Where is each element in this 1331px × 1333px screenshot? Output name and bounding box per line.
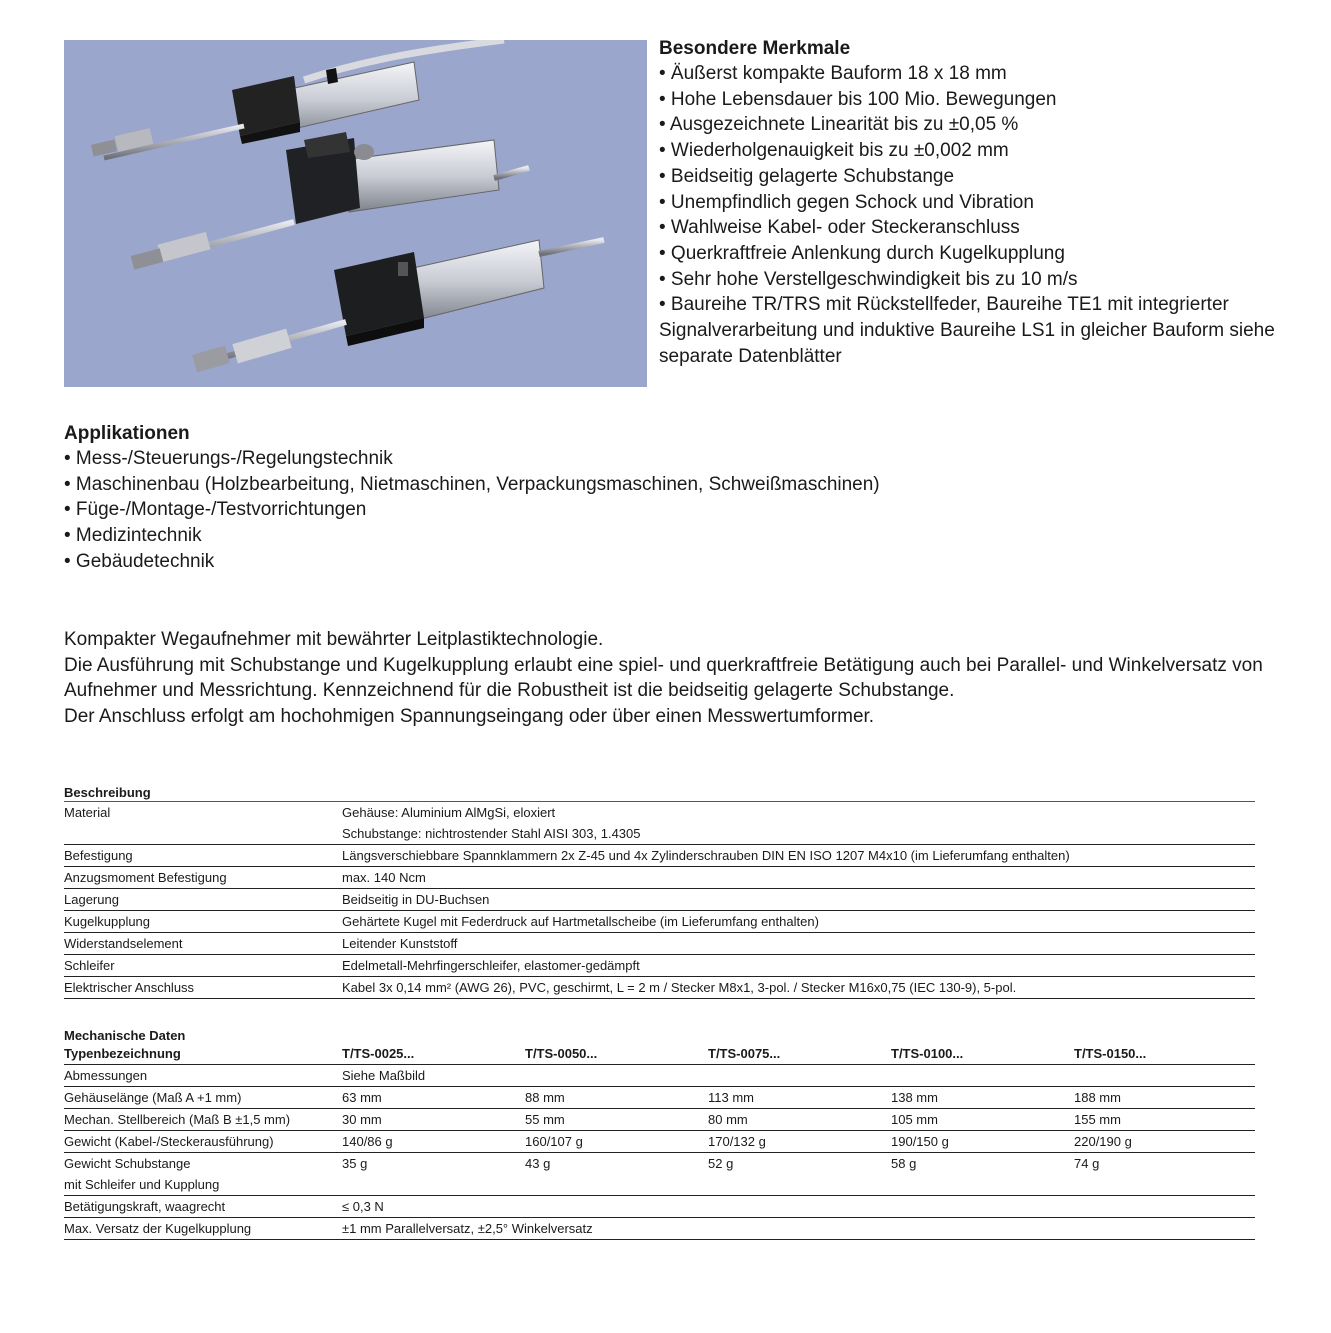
row-value: max. 140 Ncm [342, 867, 1255, 889]
row-label-line: mit Schleifer und Kupplung [64, 1177, 220, 1192]
list-item: • Querkraftfreie Anlenkung durch Kugelkupplung [659, 242, 1065, 264]
table-row [64, 889, 1255, 911]
cell: 30 mm [342, 1109, 525, 1131]
mechanical-title: Mechanische Daten [64, 1028, 186, 1043]
cell: 105 mm [891, 1109, 1074, 1131]
table-row [64, 1153, 1255, 1196]
row-label: Schleifer [64, 955, 342, 977]
table-row [64, 955, 1255, 977]
cell: 52 g [708, 1153, 891, 1196]
list-item: • Gebäudetechnik [64, 550, 215, 572]
sensor-bottom [192, 240, 604, 372]
cell: 140/86 g [342, 1131, 525, 1153]
table-row [64, 933, 1255, 955]
row-label: Gewicht (Kabel-/Steckerausführung) [64, 1131, 342, 1153]
row-label [64, 1153, 342, 1196]
cell: 55 mm [525, 1109, 708, 1131]
row-label: Widerstandselement [64, 933, 342, 955]
row-value [342, 802, 1255, 845]
table-row [64, 1196, 1255, 1218]
row-value: Siehe Maßbild [342, 1065, 1255, 1087]
table-row [64, 1065, 1255, 1087]
sensor-top [91, 62, 419, 158]
mechanical-table [64, 1027, 1255, 1240]
row-label: Betätigungskraft, waagrecht [64, 1196, 342, 1218]
applications-section [64, 421, 1264, 575]
table-header-row [64, 1044, 1255, 1065]
features-title: Besondere Merkmale [659, 38, 851, 59]
table-row [64, 977, 1255, 999]
cell: 170/132 g [708, 1131, 891, 1153]
table-row [64, 1218, 1255, 1240]
table-row [64, 1087, 1255, 1109]
row-value: ±1 mm Parallelversatz, ±2,5° Winkelversatz [342, 1218, 1255, 1240]
list-item: • Medizintechnik [64, 525, 202, 547]
row-value: Edelmetall-Mehrfingerschleifer, elastomer-gedämpft [342, 955, 1255, 977]
cell: 190/150 g [891, 1131, 1074, 1153]
cell: 88 mm [525, 1087, 708, 1109]
row-label: Abmessungen [64, 1065, 342, 1087]
intro-text [64, 627, 1264, 730]
row-value: Leitender Kunststoff [342, 933, 1255, 955]
list-item: • Unempfindlich gegen Schock und Vibration [659, 191, 1034, 213]
row-label: Lagerung [64, 889, 342, 911]
cell: 35 g [342, 1153, 525, 1196]
row-value: Längsverschiebbare Spannklammern 2x Z-45 und 4x Zylinderschrauben DIN EN ISO 1207 M4x10 (im Lieferumfang enthalten) [342, 845, 1255, 867]
cell: 80 mm [708, 1109, 891, 1131]
row-label: Elektrischer Anschluss [64, 977, 342, 999]
list-item: • Wahlweise Kabel- oder Steckeranschluss [659, 217, 1020, 239]
product-photo [64, 40, 647, 387]
row-label: Max. Versatz der Kugelkupplung [64, 1218, 342, 1240]
table-row [64, 802, 1255, 845]
row-label-line: Gewicht Schubstange [64, 1156, 191, 1171]
list-item: • Äußerst kompakte Bauform 18 x 18 mm [659, 63, 1007, 84]
cell: 155 mm [1074, 1109, 1255, 1131]
list-item: • Maschinenbau (Holzbearbeitung, Nietmaschinen, Verpackungsmaschinen, Schweißmaschinen) [64, 473, 880, 495]
column-header: T/TS-0150... [1074, 1044, 1255, 1065]
row-label: Anzugsmoment Befestigung [64, 867, 342, 889]
list-item: • Hohe Lebensdauer bis 100 Mio. Bewegungen [659, 88, 1057, 110]
row-value: ≤ 0,3 N [342, 1196, 1255, 1218]
applications-title: Applikationen [64, 423, 190, 444]
table-row [64, 911, 1255, 933]
row-label: Kugelkupplung [64, 911, 342, 933]
sensor-middle [131, 132, 529, 270]
cell: 58 g [891, 1153, 1074, 1196]
row-value: Beidseitig in DU-Buchsen [342, 889, 1255, 911]
cell: 63 mm [342, 1087, 525, 1109]
cell: 113 mm [708, 1087, 891, 1109]
intro-line: Die Ausführung mit Schubstange und Kugelkupplung erlaubt eine spiel- und querkraftfreie Betätigung auch bei Parallel- und Winkelversatz von Aufnehmer und Messrichtung. Kennzeichnend für die Robustheit ist die beidseitig gelagerte Schubstange. [64, 654, 1263, 702]
features-list [659, 61, 1299, 369]
row-label: Gehäuselänge (Maß A +1 mm) [64, 1087, 342, 1109]
row-label: Material [64, 802, 342, 845]
cell: 138 mm [891, 1087, 1074, 1109]
row-label: Befestigung [64, 845, 342, 867]
row-value: Gehärtete Kugel mit Federdruck auf Hartmetallscheibe (im Lieferumfang enthalten) [342, 911, 1255, 933]
header-label: Typenbezeichnung [64, 1044, 342, 1065]
intro-line: Der Anschluss erfolgt am hochohmigen Spannungseingang oder über einen Messwertumformer. [64, 706, 875, 728]
column-header: T/TS-0075... [708, 1044, 891, 1065]
list-item: • Wiederholgenauigkeit bis zu ±0,002 mm [659, 140, 1009, 162]
table-row [64, 845, 1255, 867]
table-row [64, 1131, 1255, 1153]
features-section [659, 36, 1299, 369]
table-row [64, 1109, 1255, 1131]
column-header: T/TS-0050... [525, 1044, 708, 1065]
row-value-line: Schubstange: nichtrostender Stahl AISI 303, 1.4305 [342, 826, 641, 841]
description-title: Beschreibung [64, 784, 1255, 802]
table-row [64, 867, 1255, 889]
list-item: • Füge-/Montage-/Testvorrichtungen [64, 499, 367, 521]
cell: 43 g [525, 1153, 708, 1196]
applications-list [64, 446, 1264, 575]
list-item: • Beidseitig gelagerte Schubstange [659, 165, 955, 187]
column-header: T/TS-0100... [891, 1044, 1074, 1065]
description-table [64, 784, 1255, 999]
list-item: • Sehr hohe Verstellgeschwindigkeit bis zu 10 m/s [659, 268, 1078, 290]
cell: 160/107 g [525, 1131, 708, 1153]
cell: 188 mm [1074, 1087, 1255, 1109]
column-header: T/TS-0025... [342, 1044, 525, 1065]
list-item: • Ausgezeichnete Linearität bis zu ±0,05 % [659, 114, 1019, 136]
cell: 220/190 g [1074, 1131, 1255, 1153]
row-value-line: Gehäuse: Aluminium AlMgSi, eloxiert [342, 805, 556, 820]
cell: 74 g [1074, 1153, 1255, 1196]
list-item: • Mess-/Steuerungs-/Regelungstechnik [64, 448, 393, 469]
list-item: • Baureihe TR/TRS mit Rückstellfeder, Baureihe TE1 mit integrierter Signalverarbeitung und induktive Baureihe LS1 in gleicher Bauform siehe separate Datenblätter [659, 294, 1275, 367]
intro-line: Kompakter Wegaufnehmer mit bewährter Leitplastiktechnologie. [64, 629, 604, 650]
row-value: Kabel 3x 0,14 mm² (AWG 26), PVC, geschirmt, L = 2 m / Stecker M8x1, 3-pol. / Stecker M16x0,75 (IEC 130-9), 5-pol. [342, 977, 1255, 999]
row-label: Mechan. Stellbereich (Maß B ±1,5 mm) [64, 1109, 342, 1131]
linear-position-sensor-product-photo [64, 40, 647, 387]
